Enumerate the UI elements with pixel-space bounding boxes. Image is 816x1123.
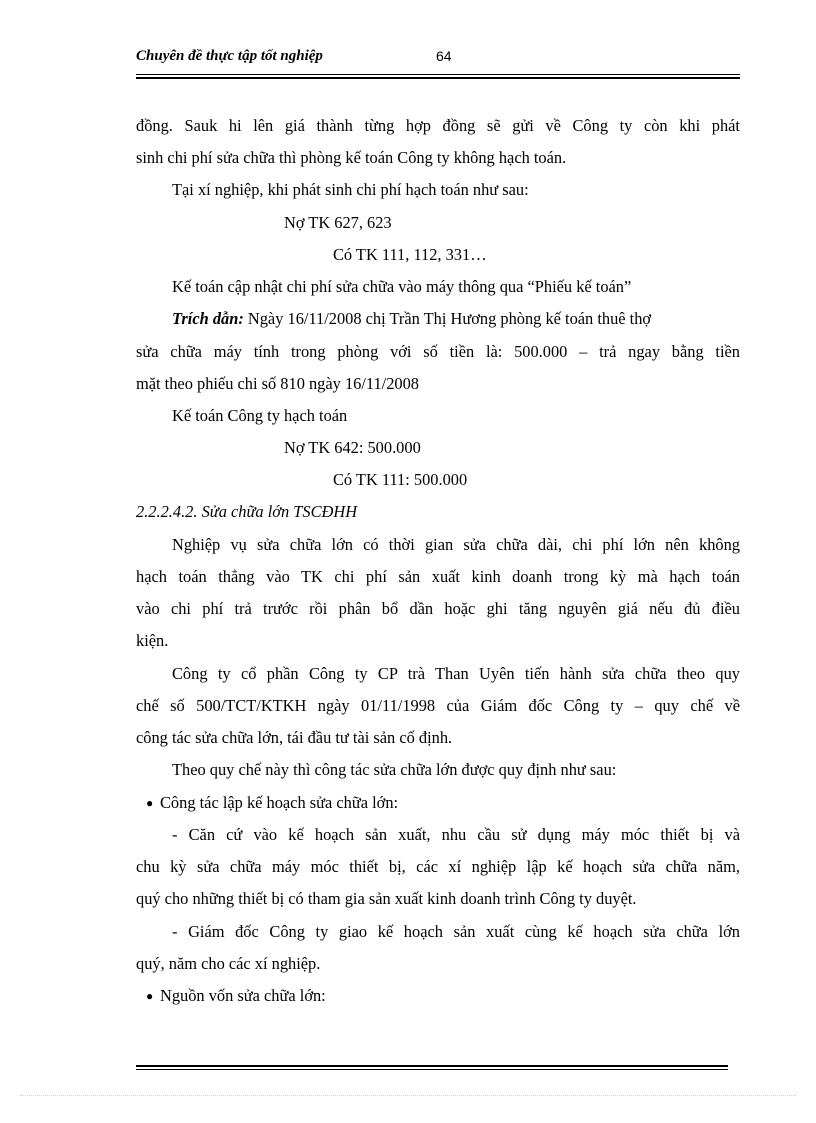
page-number: 64 [436,48,452,64]
paragraph-line: - Căn cứ vào kế hoạch sản xuất, nhu cầu sử dụng máy móc thiết bị và [172,825,740,844]
footer-rule-top [136,1065,728,1067]
paragraph-line: đồng. Sauk hi lên giá thành từng hợp đồng sẽ gửi về Công ty còn khi phát [136,116,740,135]
header-rule-top [136,74,740,75]
paragraph-line: Công ty cổ phần Công ty CP trà Than Uyên tiến hành sửa chữa theo quy [172,664,740,683]
paragraph-line: quý cho những thiết bị có tham gia sản xuất kinh doanh trình Công ty duyệt. [136,889,637,908]
paragraph-line: chu kỳ sửa chữa máy móc thiết bị, các xí nghiệp lập kế hoạch sửa chữa năm, [136,857,740,876]
paragraph-line: hạch toán thẳng vào TK chi phí sản xuất kinh doanh trong kỳ mà hạch toán [136,567,740,586]
page-edge-divider [20,1095,796,1096]
citation-label: Trích dẫn: [172,309,244,328]
paragraph-line: chế số 500/TCT/KTKH ngày 01/11/1998 của Giám đốc Công ty – quy chế về [136,696,740,715]
bullet-item: Công tác lập kế hoạch sửa chữa lớn: [160,793,399,812]
footer-rule-bottom [136,1069,728,1070]
paragraph-line: công tác sửa chữa lớn, tái đầu tư tài sản cố định. [136,728,453,747]
journal-credit: Có TK 111, 112, 331… [333,245,487,264]
paragraph-line: sửa chữa máy tính trong phòng với số tiền là: 500.000 – trả ngay bằng tiền [136,342,740,361]
header-title: Chuyên đề thực tập tốt nghiệp [136,48,323,64]
paragraph-line: Nghiệp vụ sửa chữa lớn có thời gian sửa chữa dài, chi phí lớn nên không [172,535,740,554]
journal-credit: Có TK 111: 500.000 [333,470,468,489]
paragraph-line: kiện. [136,631,169,650]
paragraph-line: vào chi phí trả trước rồi phân bổ dần hoặc ghi tăng nguyên giá nếu đủ điều [136,599,740,618]
journal-debit: Nợ TK 642: 500.000 [284,438,421,457]
bullet-icon: ● [146,989,154,1003]
citation-text: Ngày 16/11/2008 chị Trần Thị Hương phòng kế toán thuê thợ [243,309,652,328]
paragraph-line: Tại xí nghiệp, khi phát sinh chi phí hạch toán như sau: [172,180,529,199]
paragraph-line: Theo quy chế này thì công tác sửa chữa lớn được quy định như sau: [172,760,617,779]
paragraph-line: quý, năm cho các xí nghiệp. [136,954,321,973]
bullet-item: Nguồn vốn sửa chữa lớn: [160,986,326,1005]
paragraph-line: Kế toán cập nhật chi phí sửa chữa vào máy thông qua “Phiếu kế toán” [172,277,632,296]
paragraph-line: - Giám đốc Công ty giao kế hoạch sản xuất cùng kế hoạch sửa chữa lớn [172,922,740,941]
paragraph-line: mặt theo phiếu chi số 810 ngày 16/11/2008 [136,374,420,393]
journal-debit: Nợ TK 627, 623 [284,213,392,232]
citation-line [172,309,740,329]
bullet-icon: ● [146,796,154,810]
paragraph-line: sinh chi phí sửa chữa thì phòng kế toán Công ty không hạch toán. [136,148,567,167]
header-rule-bottom [136,77,740,79]
paragraph-line: Kế toán Công ty hạch toán [172,406,348,425]
section-heading: 2.2.2.4.2. Sửa chữa lớn TSCĐHH [136,502,358,521]
